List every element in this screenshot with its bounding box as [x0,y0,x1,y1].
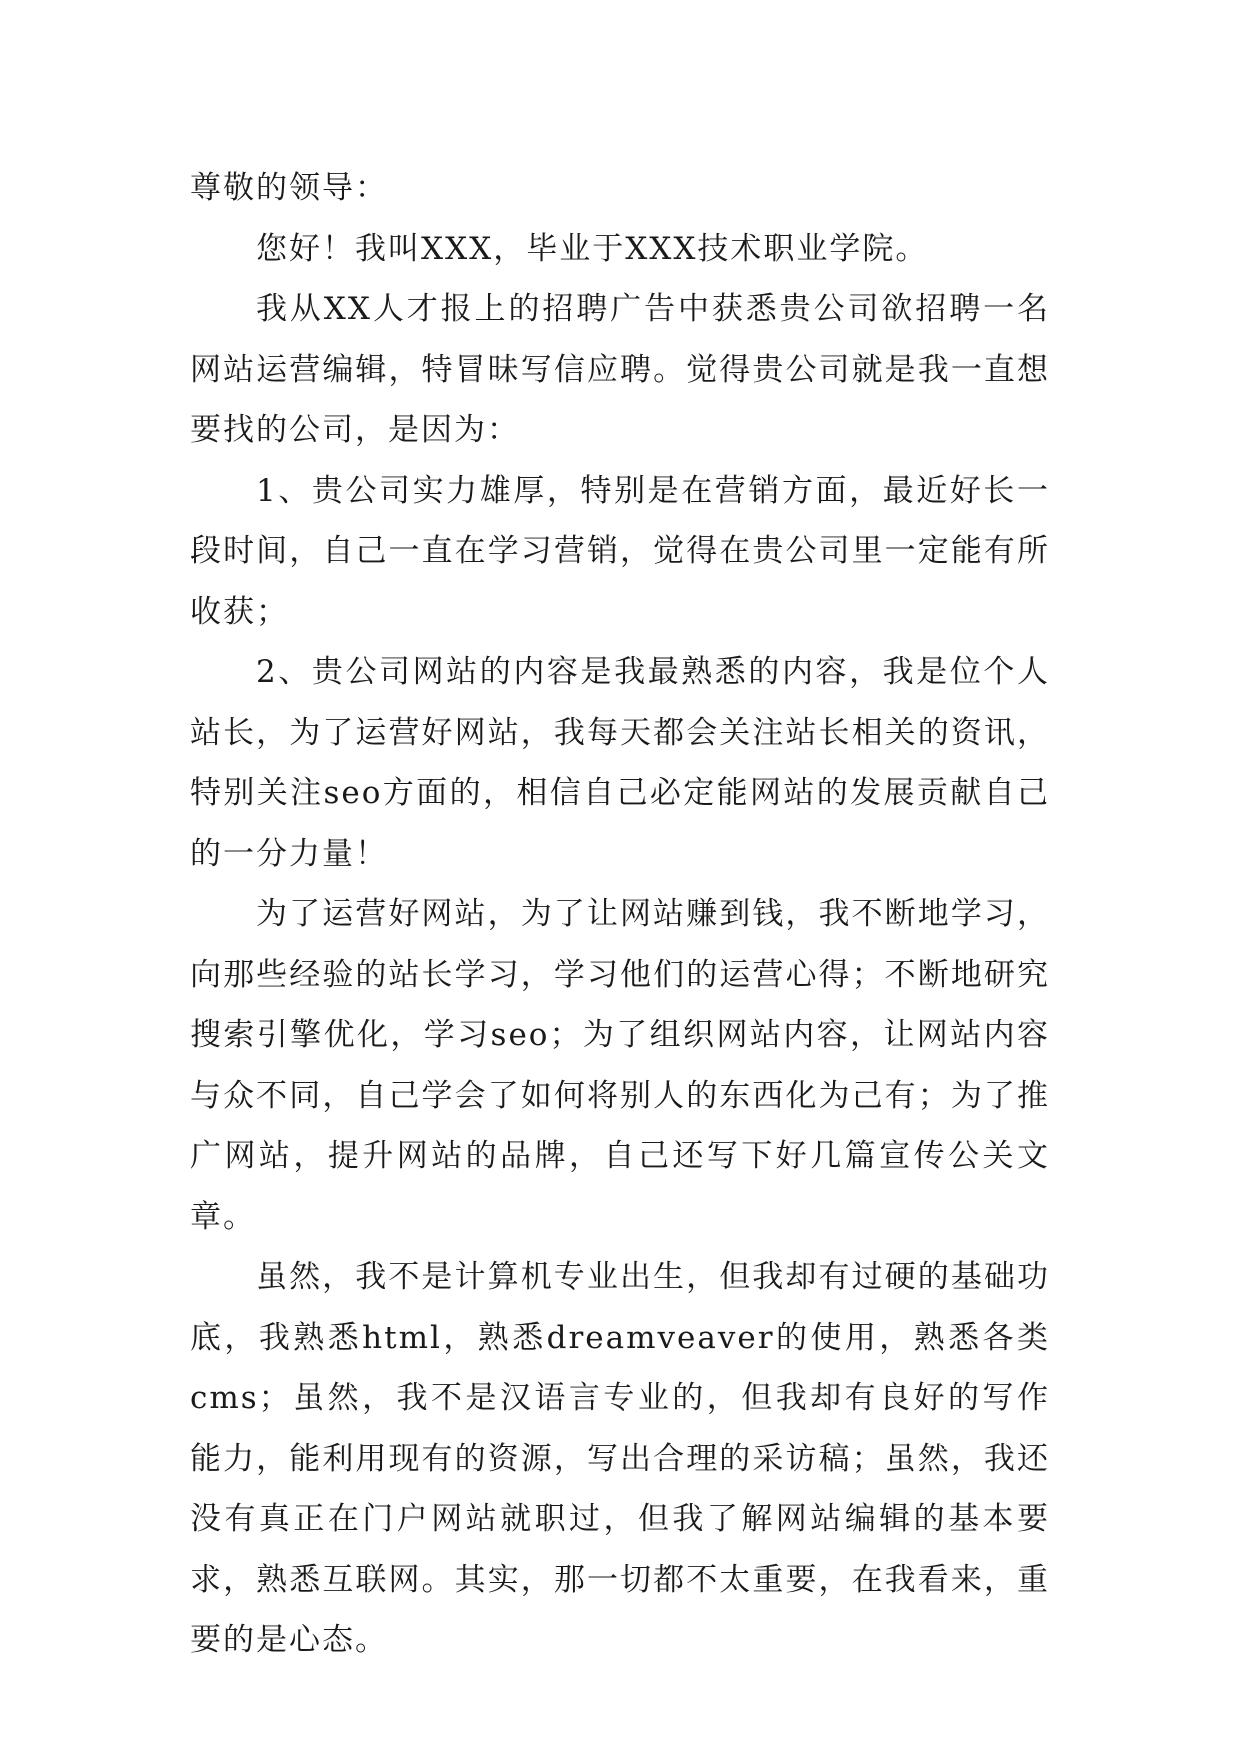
letter-body [190,158,1050,1671]
paragraph-experience: 为了运营好网站，为了让网站赚到钱，我不断地学习，向那些经验的站长学习，学习他们的运营心得；不断地研究搜索引擎优化，学习seo；为了组织网站内容，让网站内容与众不同，自己学会了如何将别人的东西化为己有；为了推广网站，提升网站的品牌，自己还写下好几篇宣传公关文章。 [190,896,1050,1235]
salutation: 尊敬的领导： [190,170,388,206]
paragraph-application: 我从XX人才报上的招聘广告中获悉贵公司欲招聘一名网站运营编辑，特冒昧写信应聘。觉得贵公司就是我一直想要找的公司，是因为： [190,291,1050,448]
paragraph-skills: 虽然，我不是计算机专业出生，但我却有过硬的基础功底，我熟悉html，熟悉dreamveaver的使用，熟悉各类cms；虽然，我不是汉语言专业的，但我却有良好的写作能力，能利用现有的资源，写出合理的采访稿；虽然，我还没有真正在门户网站就职过，但我了解网站编辑的基本要求，熟悉互联网。其实，那一切都不太重要，在我看来，重要的是心态。 [190,1259,1050,1658]
paragraph-reason-1: 1、贵公司实力雄厚，特别是在营销方面，最近好长一段时间，自己一直在学习营销，觉得在贵公司里一定能有所收获； [190,472,1050,630]
paragraph-greeting: 您好！我叫XXX，毕业于XXX技术职业学院。 [256,230,929,267]
paragraph-reason-2: 2、贵公司网站的内容是我最熟悉的内容，我是位个人站长，为了运营好网站，我每天都会关注站长相关的资讯，特别关注seo方面的，相信自己必定能网站的发展贡献自己的一分力量！ [190,654,1050,872]
